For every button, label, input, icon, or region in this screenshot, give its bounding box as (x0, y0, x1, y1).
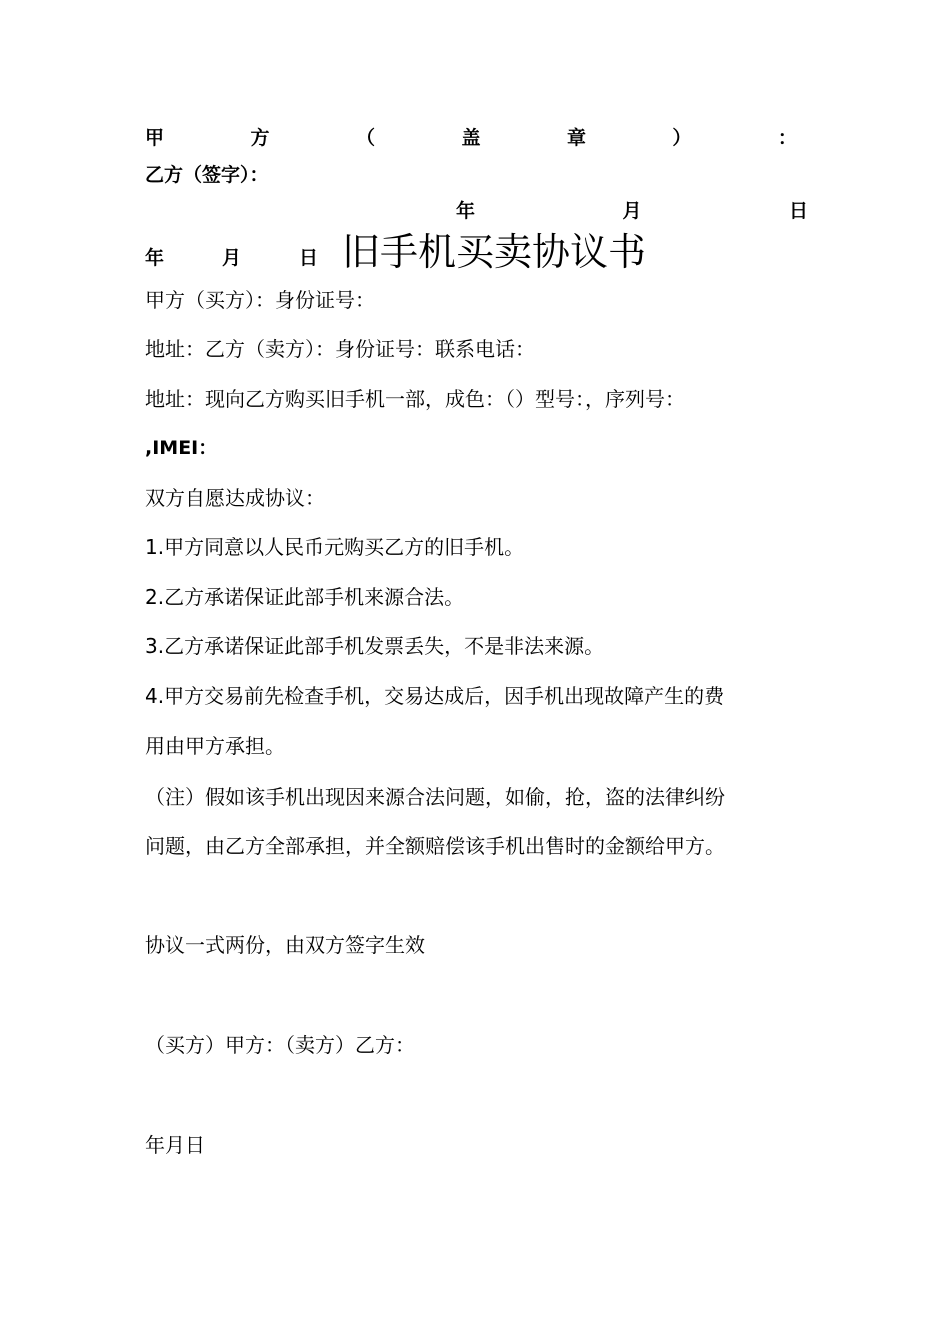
clause-3: 3.乙方承诺保证此部手机发票丢失，不是非法来源。 (145, 634, 605, 658)
effect-statement: 协议一式两份，由双方签字生效 (145, 933, 425, 957)
title-row (145, 230, 646, 274)
date-year-label: 年 (456, 200, 476, 222)
clause-2: 2.乙方承诺保证此部手机来源合法。 (145, 585, 465, 609)
date-day-label: 日 (788, 200, 808, 222)
body-line: 甲方（买方）：身份证号： (145, 288, 375, 312)
date-right-line (456, 199, 808, 223)
date-month-label: 月 (222, 247, 242, 269)
body-line: ,IMEI： (145, 437, 218, 459)
party-a-stamp-char: ： (777, 127, 797, 149)
body-line: 地址：乙方（卖方）：身份证号：联系电话： (145, 337, 535, 361)
clause-1: 1.甲方同意以人民币元购买乙方的旧手机。 (145, 535, 525, 559)
party-a-stamp-char: （ (355, 127, 375, 149)
party-a-stamp-char: 章 (566, 127, 586, 149)
party-b-sign-line: 乙方（签字）： (145, 164, 269, 186)
note-cont: 问题，由乙方全部承担，并全额赔偿该手机出售时的金额给甲方。 (145, 834, 725, 858)
body-line: 地址：现向乙方购买旧手机一部，成色：（）型号：，序列号： (145, 387, 685, 411)
document-title: 旧手机买卖协议书 (342, 230, 647, 274)
date-day-label: 日 (299, 247, 319, 269)
party-a-stamp-char: ） (672, 127, 692, 149)
note: （注）假如该手机出现因来源合法问题，如偷，抢，盗的法律纠纷 (145, 785, 725, 809)
signature-date: 年月日 (145, 1133, 205, 1157)
clause-4: 4.甲方交易前先检查手机，交易达成后，因手机出现故障产生的费 (145, 684, 725, 708)
party-a-stamp-char: 盖 (461, 127, 481, 149)
clause-4-cont: 用由甲方承担。 (145, 734, 285, 758)
date-month-label: 月 (622, 200, 642, 222)
party-a-stamp-char: 方 (250, 127, 270, 149)
body-line: 双方自愿达成协议： (145, 486, 325, 510)
signature-line: （买方）甲方：（卖方）乙方： (145, 1033, 415, 1057)
party-a-stamp-line (145, 126, 797, 150)
date-year-label: 年 (145, 247, 165, 269)
party-a-stamp-char: 甲 (145, 127, 165, 149)
